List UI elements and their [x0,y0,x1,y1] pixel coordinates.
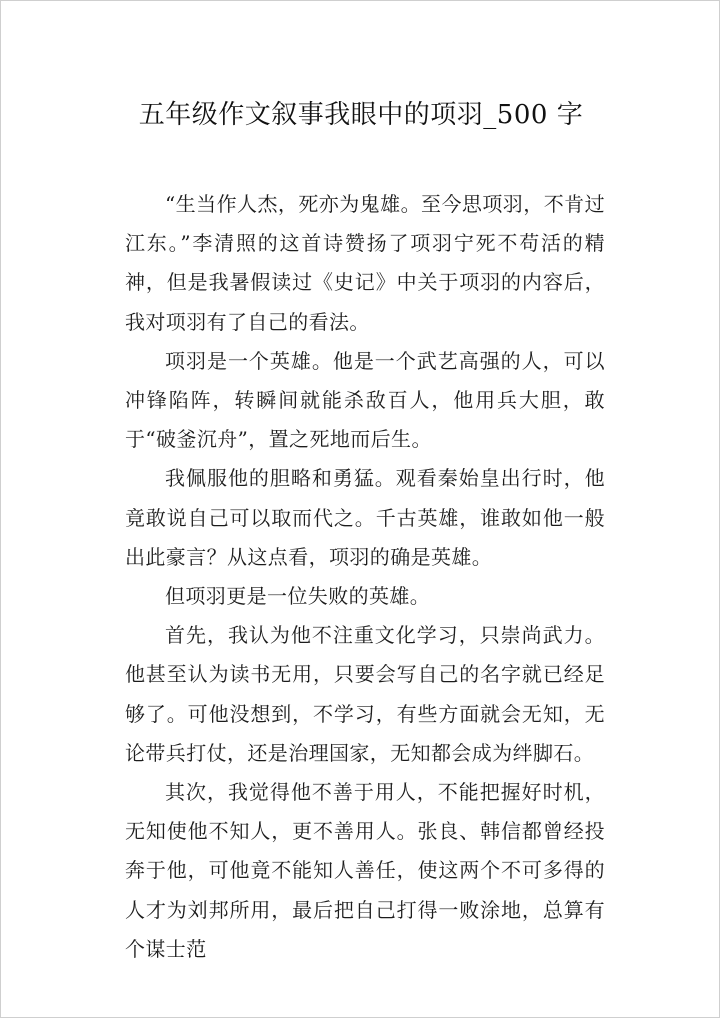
paragraph: 但项羽更是一位失败的英雄。 [165,584,431,609]
paragraph: 项羽是一个英雄。他是一个武艺高强的人，可以冲锋陷阵，转瞬间就能杀敌百人，他用兵大胆，敢于“破釜沉舟”，置之死地而后生。 [125,348,605,452]
paragraph: 首先，我认为他不注重文化学习，只崇尚武力。他甚至认为读书无用，只要会写自己的名字就已经足够了。可他没想到，不学习，有些方面就会无知，无论带兵打仗，还是治理国家，无知都会成为绊脚石。 [125,623,605,765]
document-body [125,185,605,969]
paragraph: 其次，我觉得他不善于用人，不能把握好时机，无知使他不知人，更不善用人。张良、韩信都曾经投奔于他，可他竟不能知人善任，使这两个不可多得的人才为刘邦所用，最后把自己打得一败涂地，总算有个谋士范 [125,780,605,961]
document-title: 五年级作文叙事我眼中的项羽_500 字 [138,100,584,130]
paragraph: 我佩服他的胆略和勇猛。观看秦始皇出行时，他竟敢说自己可以取而代之。千古英雄，谁敢如他一般出此豪言？从这点看，项羽的确是英雄。 [125,466,605,569]
paragraph: “生当作人杰，死亦为鬼雄。至今思项羽，不肯过江东。”李清照的这首诗赞扬了项羽宁死不苟活的精神，但是我暑假读过《史记》中关于项羽的内容后，我对项羽有了自己的看法。 [125,192,605,334]
